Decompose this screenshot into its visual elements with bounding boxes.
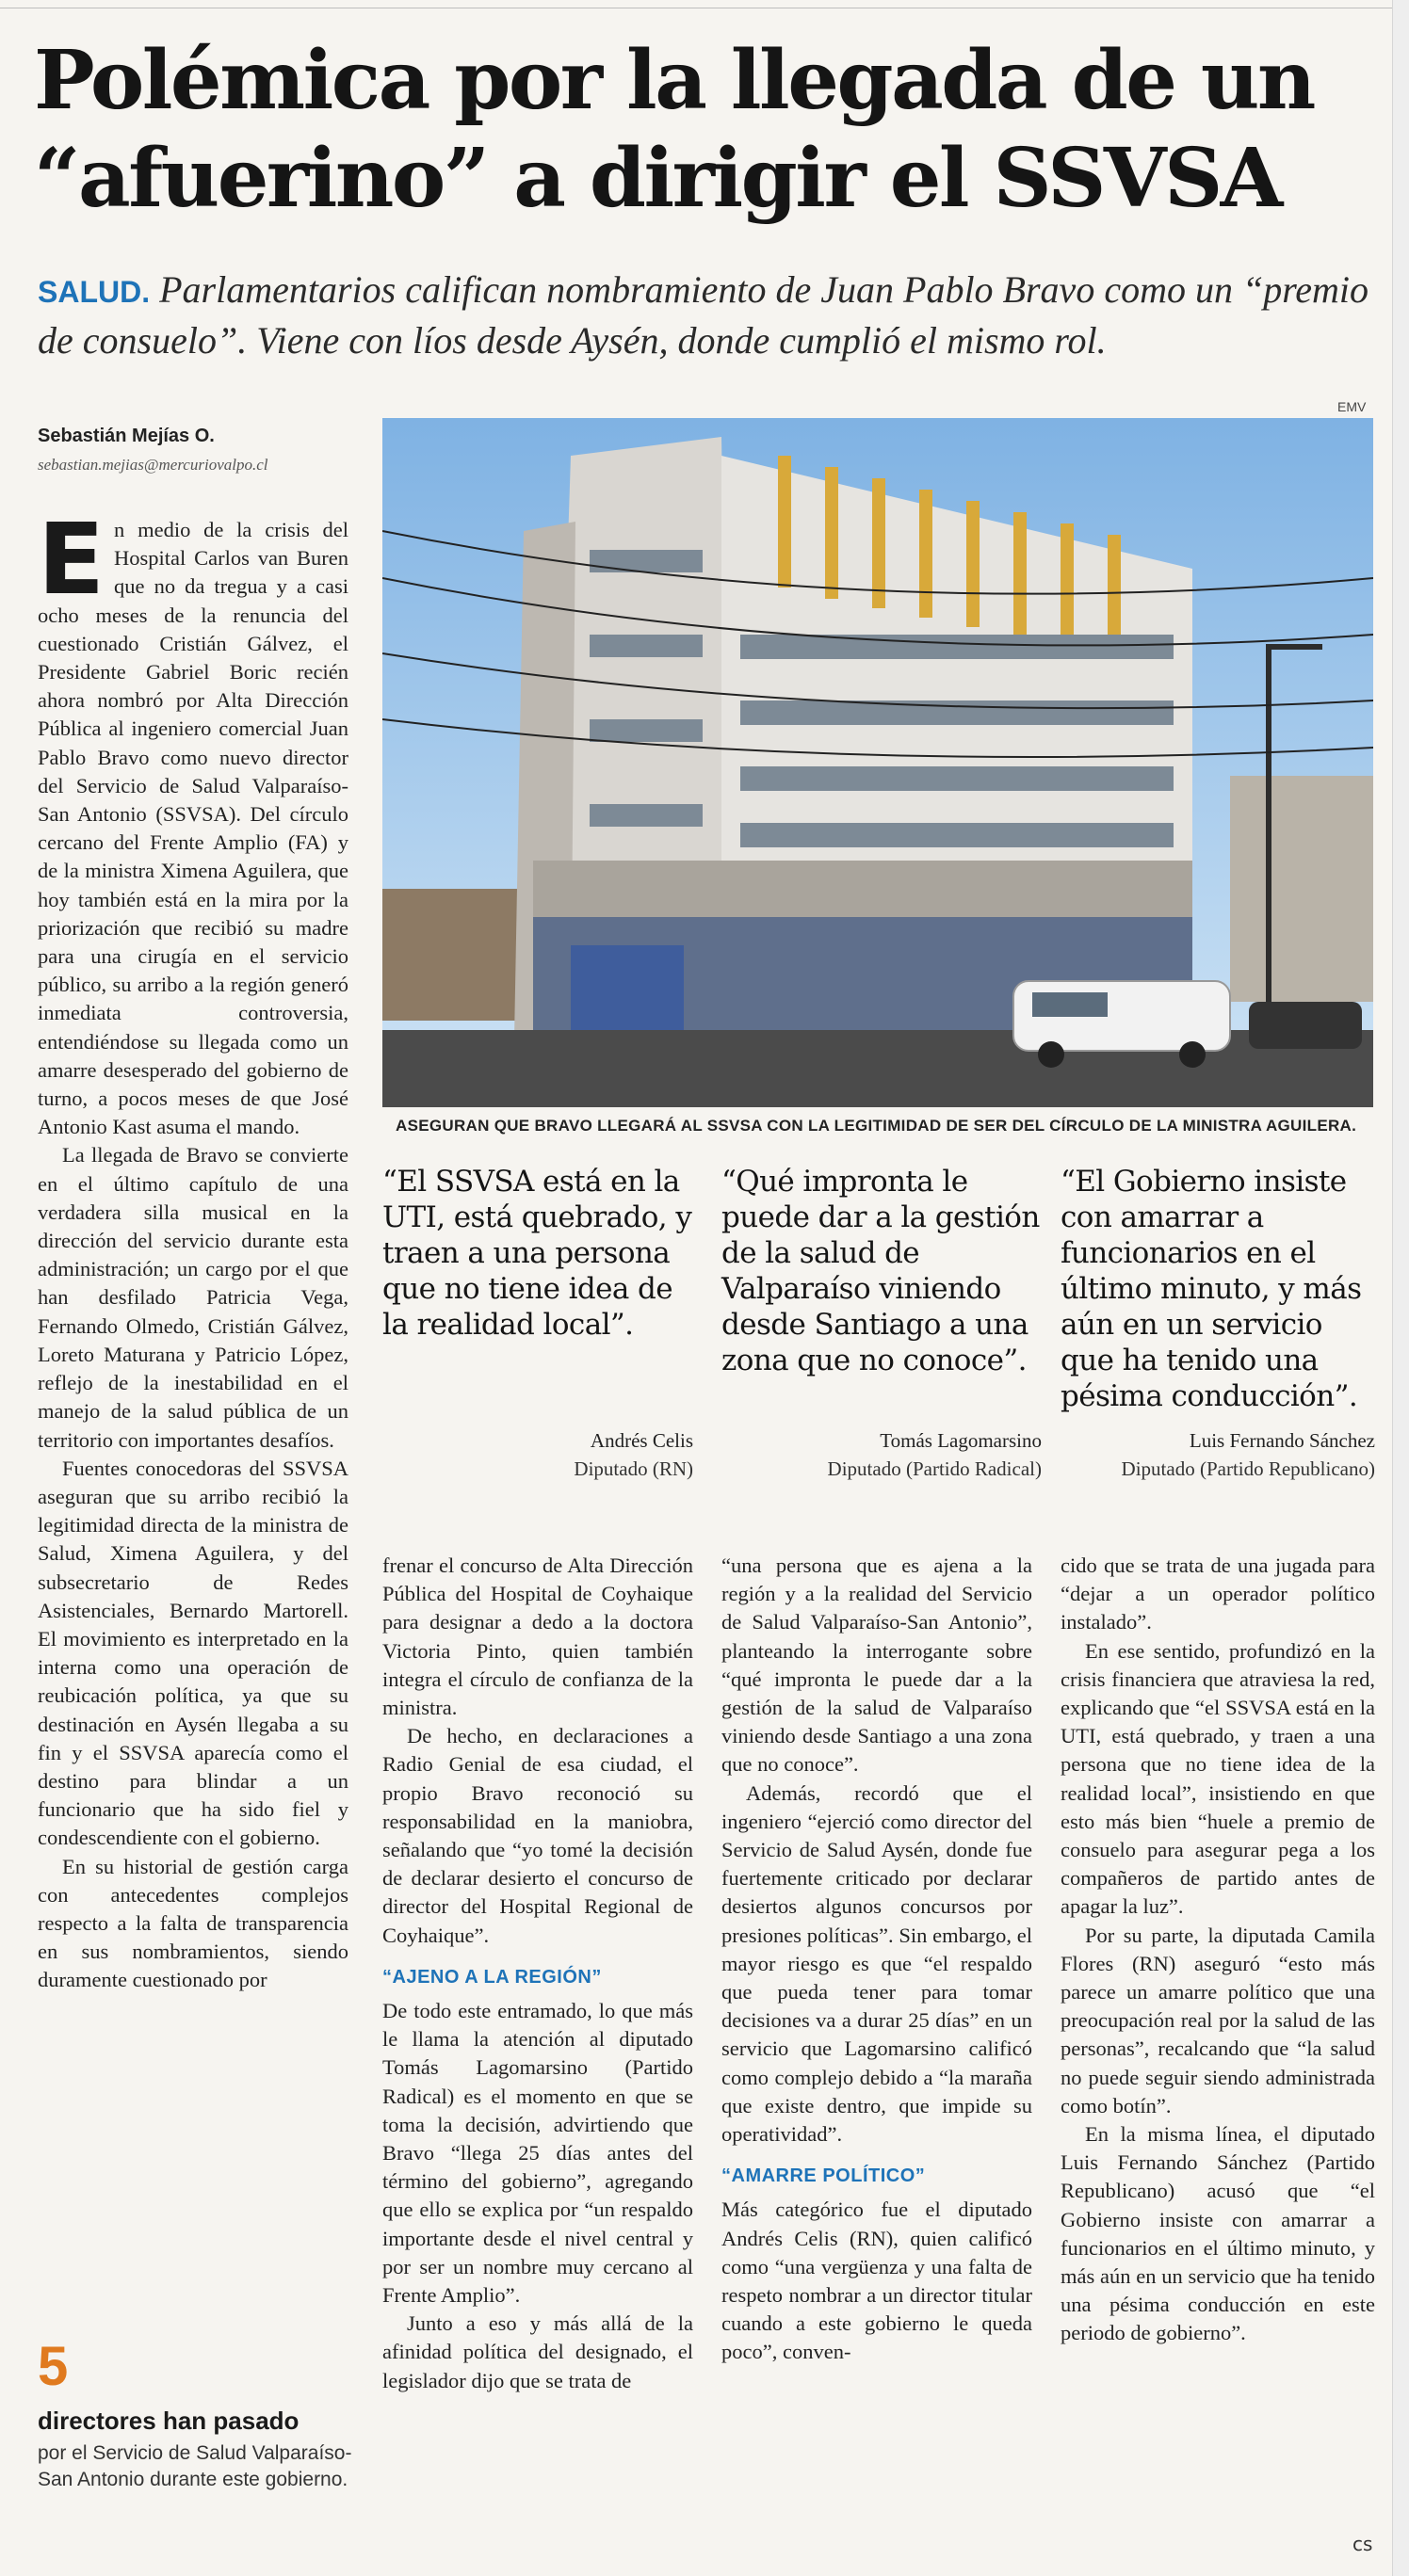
stat-text: por el Servicio de Salud Valparaíso-San Antonio durante este gobierno. bbox=[38, 2442, 352, 2490]
paragraph: La llegada de Bravo se convierte en el último capítulo de una verdadera silla musical en la dirección del servicio durante esta administración; un cargo por el que han desfilado Patricia Vega, Fernando Olmedo, Cristián Gálvez, Loreto Maturana y Patricio López, reflejo de la inestabilidad en el manejo de la salud pública de un territorio con importantes desafíos. bbox=[38, 1143, 348, 1452]
stat-title: directores han pasado bbox=[38, 2407, 300, 2435]
deck-text: Parlamentarios califican nombramiento de Juan Pablo Bravo como un “premio de consuelo”. Viene con líos desde Aysén, donde cumplió el mismo rol. bbox=[38, 268, 1369, 362]
adjacent-page-edge bbox=[1392, 0, 1409, 2576]
paragraph: cido que se trata de una jugada para “dejar a un operador político instalado”. bbox=[1061, 1554, 1375, 1634]
deck bbox=[38, 266, 1375, 365]
paragraph: En la misma línea, el diputado Luis Fernando Sánchez (Partido Republicano) acusó que “el Gobierno insiste con amarrar a funcionarios en el último minuto, y más aún en un servicio que ha tenido una pésima conducción en este periodo de gobierno”. bbox=[1061, 2122, 1375, 2345]
subhead: “AJENO A LA REGIÓN” bbox=[382, 1966, 602, 1988]
quote-2-name: Tomás Lagomarsino bbox=[880, 1429, 1042, 1452]
paragraph: frenar el concurso de Alta Dirección Pública del Hospital de Coyhaique para designar a dedo a la doctora Victoria Pinto, quien también integra el círculo de confianza de la ministra. bbox=[382, 1554, 693, 1720]
article-column-3 bbox=[721, 1552, 1032, 2367]
subhead: “AMARRE POLÍTICO” bbox=[721, 2165, 926, 2187]
quote-2-role: Diputado (Partido Radical) bbox=[827, 1457, 1042, 1480]
paragraph: Junto a eso y más allá de la afinidad política del designado, el legislador dijo que se trata de bbox=[382, 2311, 693, 2392]
paragraph: Por su parte, la diputada Camila Flores (RN) aseguró “esto más parece un amarre político que una preocupación real por la salud de las personas”, recalcando que “la salud no puede seguir siendo administrada como botín”. bbox=[1061, 1923, 1375, 2117]
photo-caption: ASEGURAN QUE BRAVO LLEGARÁ AL SSVSA CON LA LEGITIMIDAD DE SER DEL CÍRCULO DE LA MINISTRA AGUILERA. bbox=[396, 1117, 1357, 1135]
drop-cap: E bbox=[38, 502, 105, 617]
paragraph: “una persona que es ajena a la región y a la realidad del Servicio de Salud Valparaíso-San Antonio”, planteando la interrogante sobre “qué impronta le puede dar a la gestión de la salud de Valparaíso viniendo desde Santiago a una zona que no conoce”. bbox=[721, 1554, 1032, 1777]
headline bbox=[34, 32, 1371, 228]
headline-line-2: “afuerino” a dirigir el SSVSA bbox=[34, 131, 1281, 226]
paragraph bbox=[38, 502, 348, 1141]
pull-quote-2: “Qué impronta le puede dar a la gestión de la salud de Valparaíso viniendo desde Santiago a una zona que no conoce”. bbox=[721, 1165, 1040, 1377]
paragraph: De todo este entramado, lo que más le llama la atención al diputado Tomás Lagomarsino (Partido Radical) es el momento en que se toma la decisión, advirtiendo que Bravo “llega 25 días antes del término del gobierno”, agregando que ello se explica por “un respaldo importante desde el nivel central y por ser un nombre muy cercano al Frente Amplio”. bbox=[382, 1999, 693, 2308]
end-of-article-mark: cs bbox=[1352, 2533, 1373, 2555]
byline-name: Sebastián Mejías O. bbox=[38, 426, 215, 446]
stat-number: 5 bbox=[38, 2336, 69, 2397]
quote-1-role: Diputado (RN) bbox=[574, 1457, 693, 1480]
quote-3-name: Luis Fernando Sánchez bbox=[1189, 1429, 1375, 1452]
paragraph: Fuentes conocedoras del SSVSA aseguran que su arribo recibió la legitimidad directa de la ministra de Salud, Ximena Aguilera, y del subsecretario de Redes Asistenciales, Bernardo Martorell. El movimiento es interpretado en la interna como una operación de reubicación política, ya que su destinación en Aysén llegaba a su fin y el SSVSA aparecía como el destino para blindar a un funcionario que ha sido fiel y condescendiente con el gobierno. bbox=[38, 1456, 348, 1850]
paragraph: En su historial de gestión carga con antecedentes complejos respecto a la falta de transparencia en sus nombramientos, siendo duramente cuestionado por bbox=[38, 1854, 348, 1992]
quote-3-role: Diputado (Partido Republicano) bbox=[1121, 1457, 1375, 1480]
paragraph: De hecho, en declaraciones a Radio Genial de esa ciudad, el propio Bravo reconoció su responsabilidad en la maniobra, señalando que “yo tomé la decisión de declarar desierto el concurso de director del Hospital Regional de Coyhaique”. bbox=[382, 1724, 693, 1947]
headline-line-1: Polémica por la llegada de un bbox=[34, 33, 1314, 128]
photo-credit: EMV bbox=[1337, 399, 1367, 414]
byline-email[interactable]: sebastian.mejias@mercuriovalpo.cl bbox=[38, 456, 268, 474]
paragraph: Además, recordó que el ingeniero “ejerció como director del Servicio de Salud Aysén, donde fue fuertemente criticado por declarar desiertos algunos concursos por presiones políticas”. Sin embargo, el mayor riesgo es que “el respaldo que pueda tener para tomar decisiones va a durar 25 días” en un servicio que Lagomarsino calificó como complejo debido a “la maraña que existe dentro, que impide su operatividad”. bbox=[721, 1780, 1032, 2147]
paragraph-text: n medio de la crisis del Hospital Carlos van Buren que no da tregua y a casi ocho meses de la renuncia del cuestionado Cristián Gálvez, el Presidente Gabriel Boric recién ahora nombró por Alta Dirección Pública al ingeniero comercial Juan Pablo Bravo como nuevo director del Servicio de Salud Valparaíso-San Antonio (SSVSA). Del círculo cercano del Frente Amplio (FA) y de la ministra Ximena Aguilera, que hoy también está en la mira por la priorización que recibió su madre para una cirugía en el servicio público, su arribo a la región generó inmediata controversia, entendiéndose su llegada como un amarre desesperado del gobierno de turno, a pocos meses de que José Antonio Kast asuma el mando. bbox=[38, 518, 348, 1139]
building-illustration bbox=[382, 418, 1373, 1107]
article-column-4 bbox=[1061, 1552, 1375, 2348]
paragraph: Más categórico fue el diputado Andrés Celis (RN), quien calificó como “una vergüenza y una falta de respeto nombrar a un director titular cuando a este gobierno le queda poco”, conven- bbox=[721, 2198, 1032, 2364]
pull-quote-3: “El Gobierno insiste con amarrar a funcionarios en el último minuto, y más aún en un servicio que ha tenido una pésima conducción”. bbox=[1061, 1165, 1362, 1413]
pull-quote-1: “El SSVSA está en la UTI, está quebrado, y traen a una persona que no tiene idea de la realidad local”. bbox=[382, 1165, 692, 1342]
article-column-2 bbox=[382, 1552, 693, 2395]
article-column-1 bbox=[38, 502, 348, 1995]
section-kicker: SALUD. bbox=[38, 275, 151, 309]
paragraph: En ese sentido, profundizó en la crisis financiera que atraviesa la red, explicando que “el SSVSA está en la UTI, está quebrado, y traen a una persona que no tiene idea de la realidad local”, insistiendo en que esto más bien “huele a premio de consuelo para asegurar pega a los compañeros de partido antes de apagar la luz”. bbox=[1061, 1638, 1375, 1919]
quote-1-name: Andrés Celis bbox=[590, 1429, 693, 1452]
building-photo bbox=[382, 418, 1373, 1107]
